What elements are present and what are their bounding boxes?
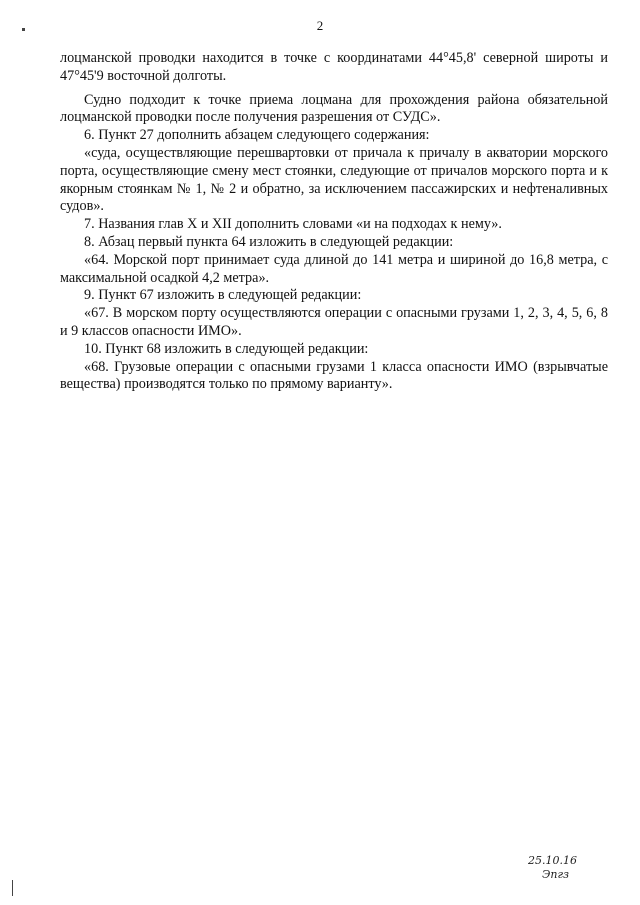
paragraph-item-10-text: «68. Грузовые операции с опасными грузами 1 класса опасности ИМО (взрывчатые вещества) производятся только по прямому варианту».: [60, 358, 608, 393]
paragraph-item-8: 8. Абзац первый пункта 64 изложить в следующей редакции:: [84, 233, 454, 250]
paragraph-item-6-text: «суда, осуществляющие перешвартовки от причала к причалу в акватории морского порта, осуществляющие смену мест стоянки, следующие от причалов морского порта и к якорным стоянкам № 1, № 2 и обратно, за исключением пассажирских и нефтеналивных судов».: [60, 144, 608, 215]
scan-mark: [22, 28, 25, 31]
scan-mark: [12, 880, 13, 896]
handwritten-date: 25.10.16: [528, 854, 577, 867]
paragraph-item-9-text: «67. В морском порту осуществляются операции с опасными грузами 1, 2, 3, 4, 5, 6, 8 и 9 классов опасности ИМО».: [60, 305, 608, 339]
paragraph-coordinates: лоцманской проводки находится в точке с координатами 44°45,8' северной широты и 47°45'9 восточной долготы.: [60, 50, 608, 84]
paragraph-item-10: 10. Пункт 68 изложить в следующей редакции:: [84, 340, 369, 357]
paragraph-item-7: 7. Названия глав X и XII дополнить словами «и на подходах к нему».: [84, 216, 502, 233]
handwritten-signature: Эпгз: [542, 868, 570, 881]
paragraph-item-9: 9. Пункт 67 изложить в следующей редакции:: [84, 287, 362, 304]
page-number: 2: [316, 18, 324, 33]
paragraph-pilot-approach: Судно подходит к точке приема лоцмана для прохождения района обязательной лоцманской проводки после получения разрешения от СУДС».: [60, 91, 608, 126]
paragraph-item-6: 6. Пункт 27 дополнить абзацем следующего содержания:: [84, 127, 430, 144]
paragraph-item-8-text: «64. Морской порт принимает суда длиной до 141 метра и шириной до 16,8 метра, с максимальной осадкой 4,2 метра».: [60, 251, 608, 286]
document-body: [60, 50, 608, 394]
handwritten-annotation: [528, 854, 577, 882]
